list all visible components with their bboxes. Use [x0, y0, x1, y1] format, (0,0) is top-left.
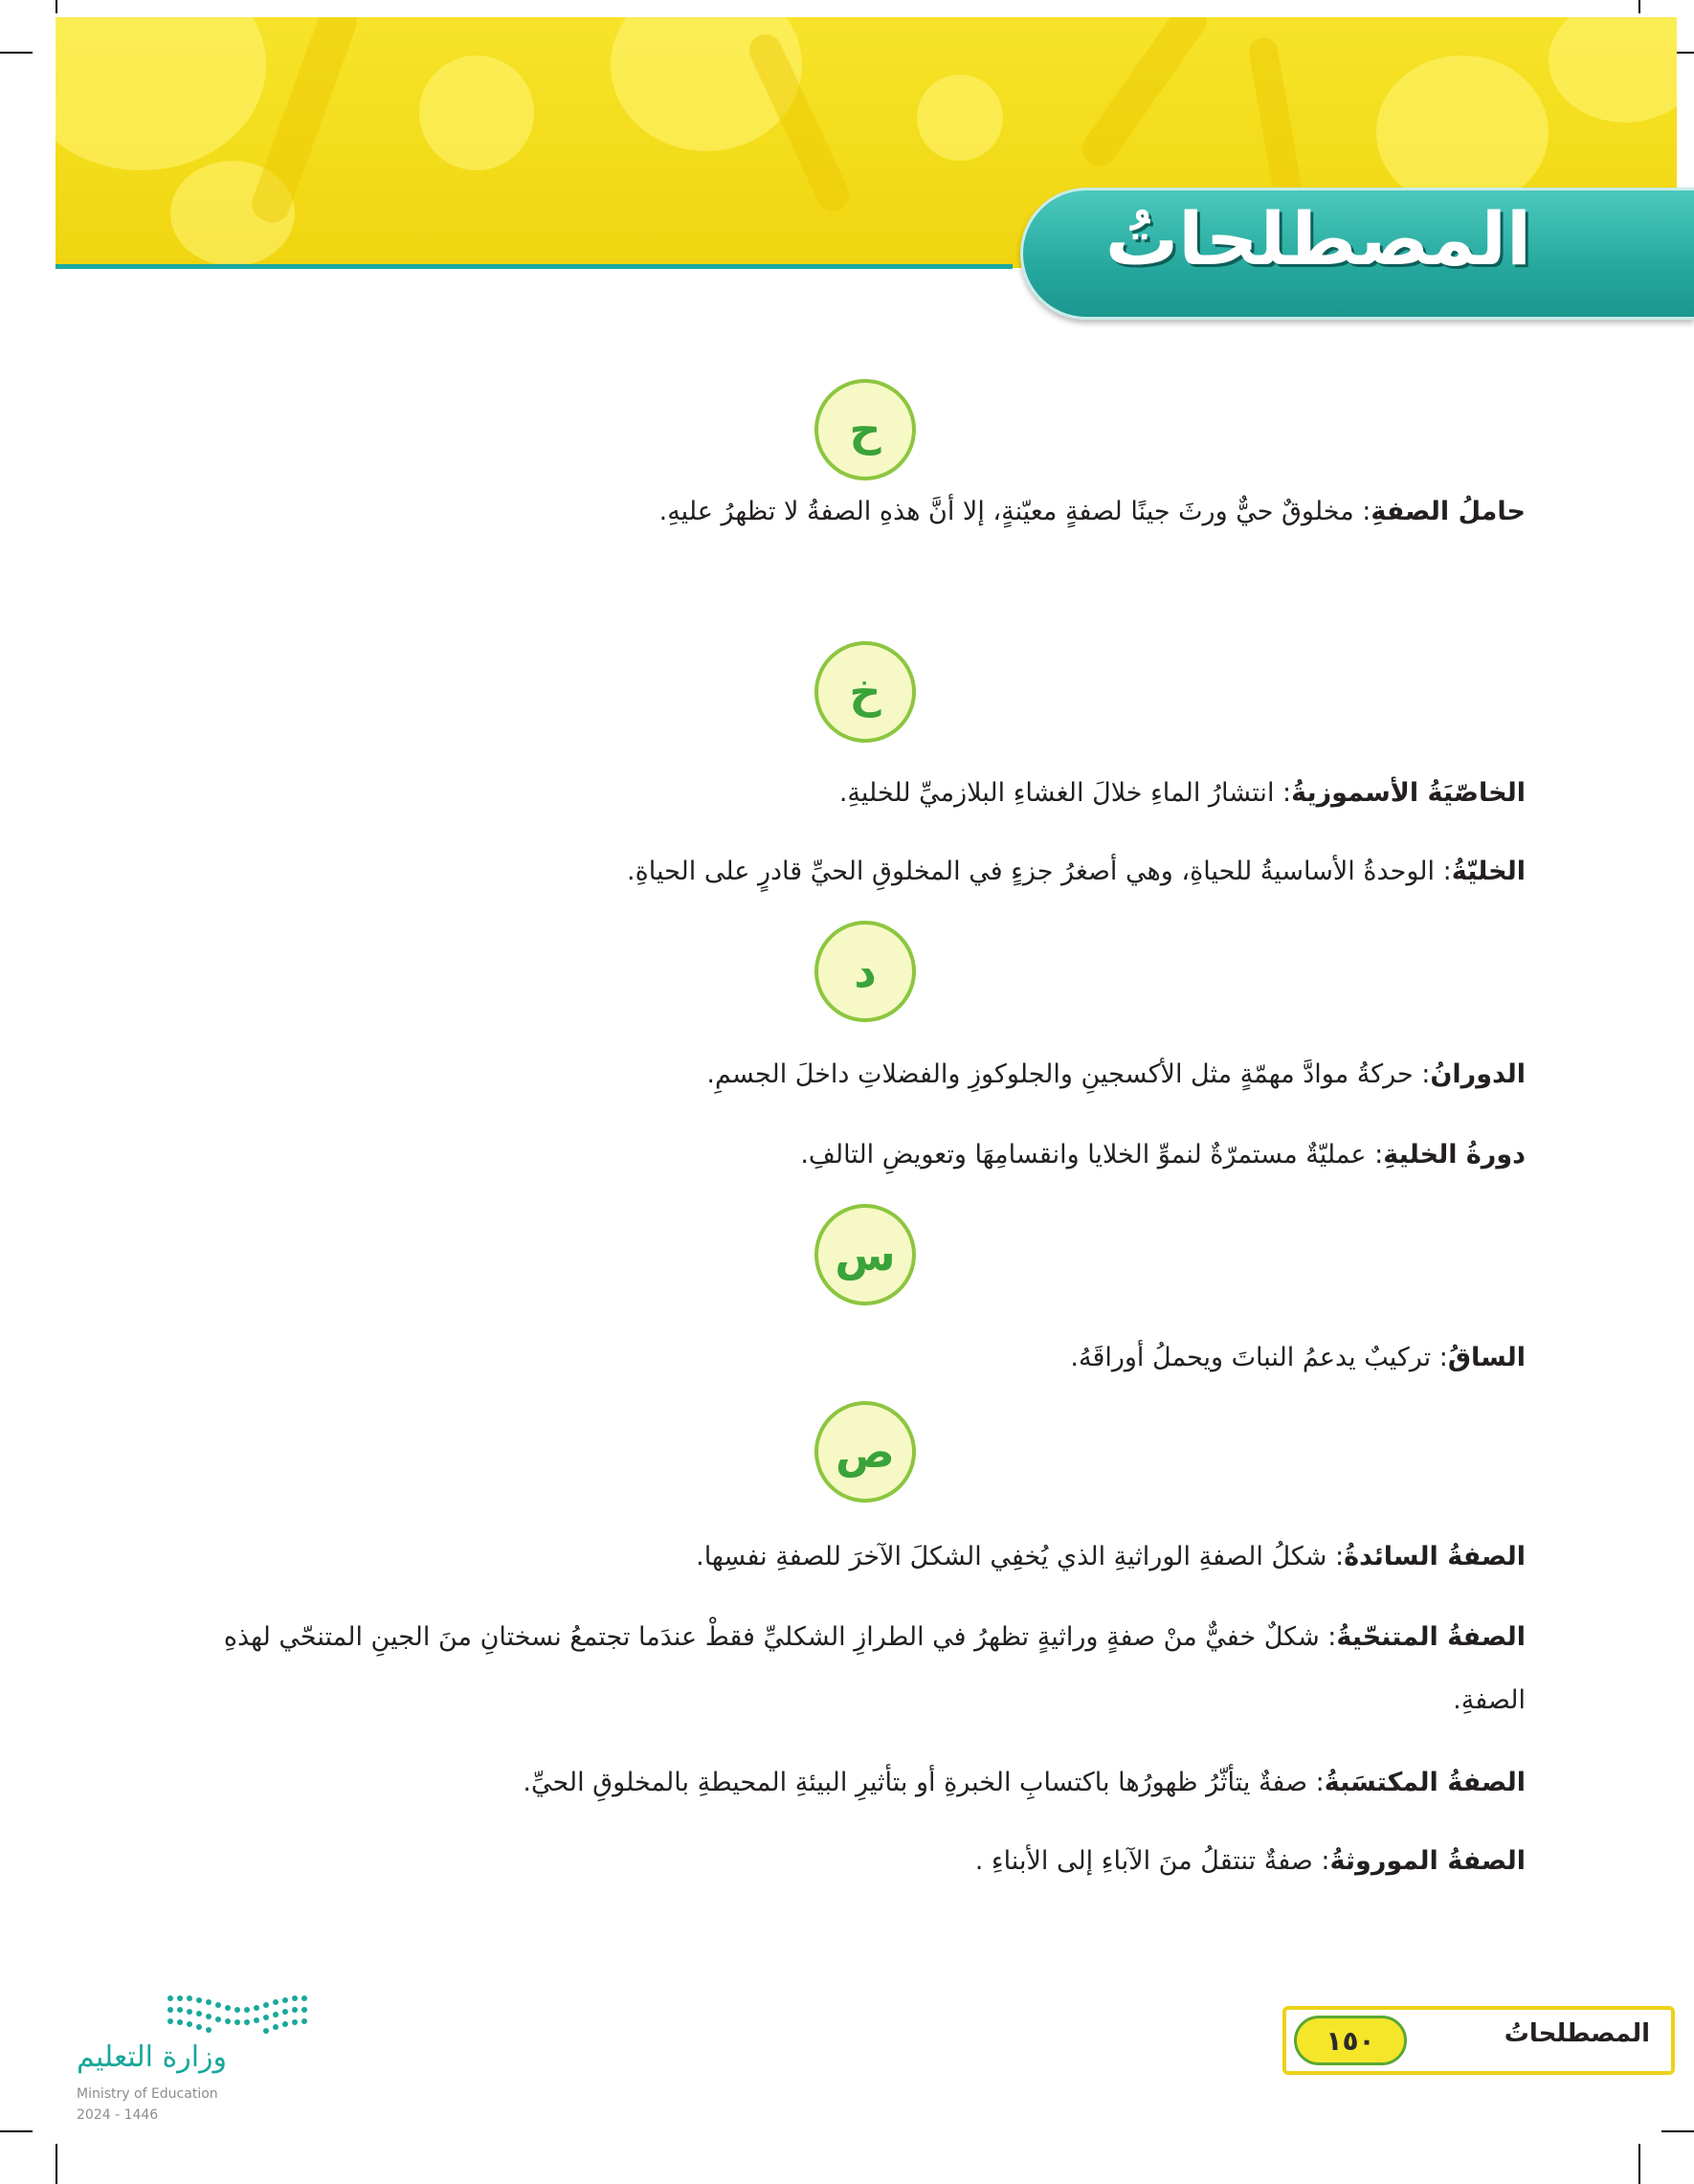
letter-badge: ح	[814, 379, 916, 480]
title-tab	[1020, 188, 1694, 320]
crop-mark	[56, 2144, 57, 2184]
footer-label-box	[1282, 2006, 1675, 2075]
definition-text: : عمليّةٌ مستمرّةٌ لنموِّ الخلايا وانقسامِهَا وتعويضِ التالفِ.	[800, 1140, 1384, 1170]
term: الساقُ	[1447, 1343, 1526, 1372]
page-title: المصطلحاتُ	[1104, 196, 1531, 281]
definition	[167, 1124, 1526, 1187]
letter-badge: د	[814, 921, 916, 1022]
definition	[167, 1830, 1526, 1893]
term: الصفةُ السائدةُ	[1344, 1542, 1526, 1571]
ministry-name-ar: وزارة التعليم	[77, 2040, 228, 2074]
term: حاملُ الصفةِ	[1371, 497, 1526, 526]
crop-mark	[0, 2130, 33, 2132]
definition-text: : شكلُ الصفةِ الوراثيةِ الذي يُخفِي الشكلَ الآخرَ للصفةِ نفسِها.	[696, 1542, 1345, 1571]
term: دورةُ الخليةِ	[1383, 1140, 1526, 1170]
header-divider	[56, 264, 1013, 269]
definition-text: : مخلوقٌ حيٌّ ورثَ جينًا لصفةٍ معيّنةٍ، إلا أنَّ هذهِ الصفةُ لا تظهرُ عليهِ.	[658, 497, 1371, 526]
definition	[167, 762, 1526, 825]
definition-text: : صفةٌ يتأثّرُ ظهورُها باكتسابِ الخبرةِ أو بتأثيرِ البيئةِ المحيطةِ بالمخلوقِ الحيِّ.	[523, 1768, 1325, 1797]
ministry-year: 2024 - 1446	[77, 2107, 159, 2123]
letter-badge: س	[814, 1204, 916, 1305]
ministry-name-en: Ministry of Education	[77, 2086, 218, 2102]
term: الصفةُ المكتسَبةُ	[1324, 1768, 1526, 1797]
definition-text: : صفةٌ تنتقلُ منَ الآباءِ إلى الأبناءِ .	[974, 1846, 1330, 1876]
term: الخاصّيَةُ الأسموزيةُ	[1291, 778, 1526, 808]
definition	[167, 1043, 1526, 1106]
definition	[167, 480, 1526, 544]
term: الصفةُ الموروثةُ	[1329, 1846, 1526, 1876]
footer-label: المصطلحاتُ	[1504, 2019, 1650, 2048]
letter-badge: خ	[814, 641, 916, 743]
crop-mark	[0, 52, 33, 54]
definition	[167, 1606, 1526, 1732]
term: الخليّةُ	[1451, 857, 1526, 886]
definition-text: : حركةُ موادَّ مهمّةٍ مثل الأكسجينِ والجلوكوزِ والفضلاتِ داخلَ الجسمِ.	[706, 1059, 1431, 1089]
definition-text: : شكلٌ خفيٌّ منْ صفةٍ وراثيةٍ تظهرُ في الطرازِ الشكليِّ فقطْ عندَما تجتمعُ نسختانِ منَ الجينِ المتنحّي لهذهِ الصفةِ.	[223, 1622, 1526, 1715]
crop-mark	[56, 0, 57, 13]
definition-text: : انتشارُ الماءِ خلالَ الغشاءِ البلازميِّ للخليةِ.	[838, 778, 1292, 808]
letter-badge: ص	[814, 1401, 916, 1503]
crop-mark	[1661, 2130, 1694, 2132]
definition	[167, 840, 1526, 903]
term: الدورانُ	[1430, 1059, 1526, 1089]
definition	[167, 1526, 1526, 1589]
definition	[167, 1751, 1526, 1815]
ministry-dots-icon	[165, 1991, 318, 2037]
crop-mark	[1638, 0, 1640, 13]
page-number: ١٥٠	[1294, 2016, 1407, 2065]
crop-mark	[1638, 2144, 1640, 2184]
term: الصفةُ المتنحّيةُ	[1336, 1622, 1526, 1652]
ministry-logo	[77, 1991, 325, 2134]
definition	[167, 1326, 1526, 1390]
definition-text: : الوحدةُ الأساسيةُ للحياةِ، وهي أصغرُ جزءٍ في المخلوقِ الحيِّ قادرٍ على الحياةِ.	[627, 857, 1452, 886]
definition-text: : تركيبٌ يدعمُ النباتَ ويحملُ أوراقَهُ.	[1070, 1343, 1448, 1372]
